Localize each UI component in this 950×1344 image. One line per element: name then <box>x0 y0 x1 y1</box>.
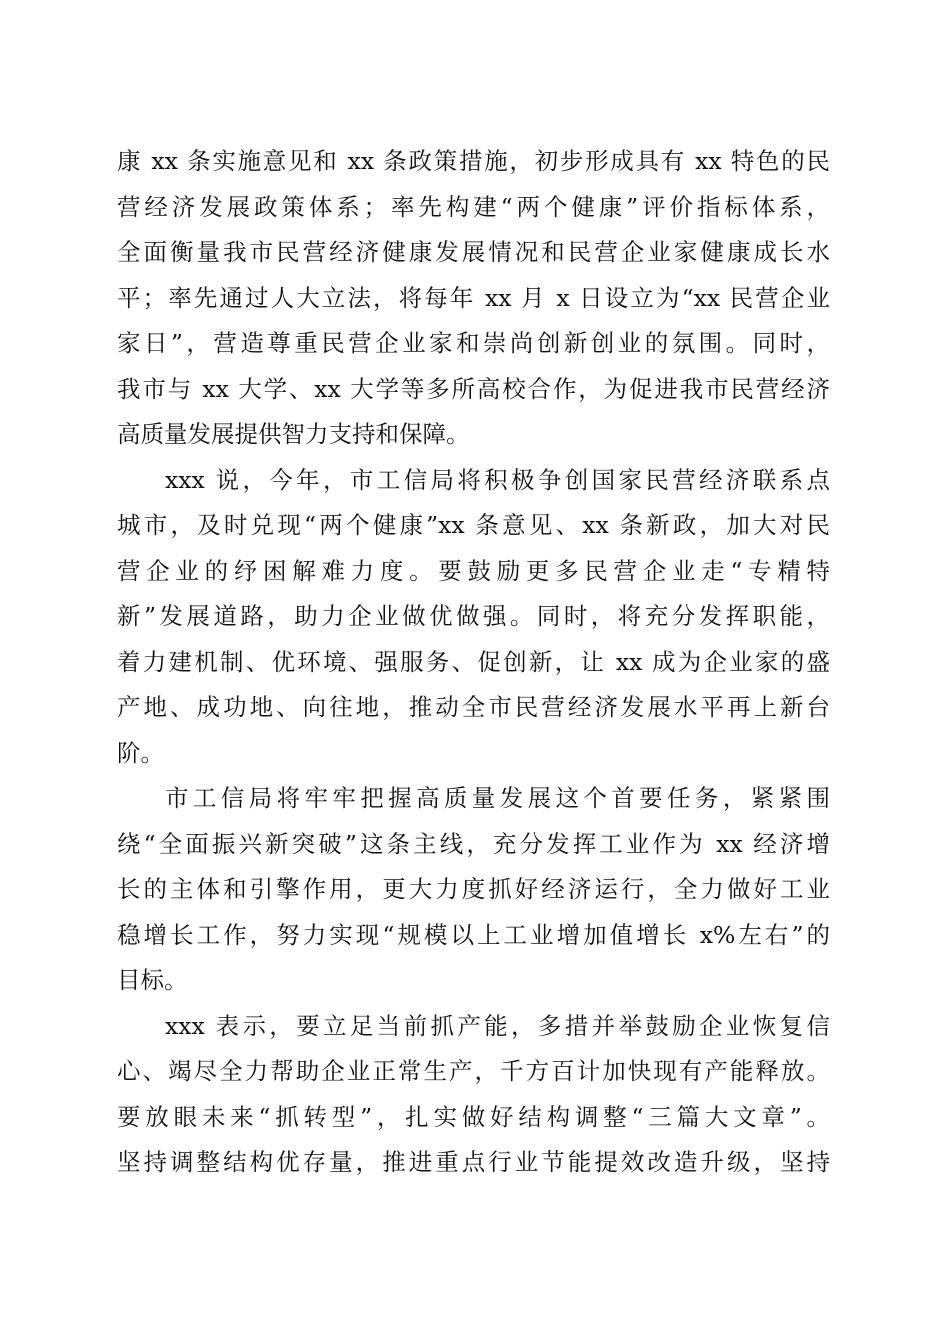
paragraph-line: 稳增长工作，努力实现“规模以上工业增加值增长 x%左右”的 <box>117 920 830 949</box>
paragraph-line: 阶。 <box>117 738 164 767</box>
paragraph-line: 高质量发展提供智力支持和保障。 <box>117 420 470 448</box>
paragraph-line: 我市与 xx 大学、xx 大学等多所高校合作，为促进我市民营经济 <box>117 374 830 403</box>
paragraph-line: 心、竭尽全力帮助企业正常生产，千方百计加快现有产能释放。 <box>117 1057 830 1085</box>
paragraph-line: 康 xx 条实施意见和 xx 条政策措施，初步形成具有 xx 特色的民 <box>117 147 830 175</box>
paragraph-line: 长的主体和引擎作用，更大力度抓好经济运行，全力做好工业 <box>117 875 830 903</box>
paragraph-line: 市工信局将牢牢把握高质量发展这个首要任务，紧紧围 <box>165 784 830 812</box>
paragraph-line: 绕“全面振兴新突破”这条主线，充分发挥工业作为 xx 经济增 <box>117 829 830 858</box>
paragraph-line: 全面衡量我市民营经济健康发展情况和民营企业家健康成长水 <box>117 238 830 266</box>
document-body <box>117 139 830 1186</box>
paragraph-line: 要放眼未来“抓转型”，扎实做好结构调整“三篇大文章”。 <box>117 1102 830 1131</box>
paragraph-1 <box>117 139 830 458</box>
paragraph-line: 平；率先通过人大立法，将每年 xx 月 x 日设立为“xx 民营企业 <box>117 283 830 312</box>
paragraph-line: xxx 说，今年，市工信局将积极争创国家民营经济联系点 <box>165 465 830 494</box>
paragraph-line: 营企业的纾困解难力度。要鼓励更多民营企业走“专精特 <box>117 556 830 585</box>
paragraph-line: 着力建机制、优环境、强服务、促创新，让 xx 成为企业家的盛 <box>117 647 830 676</box>
paragraph-line: 目标。 <box>117 966 188 994</box>
paragraph-line: 营经济发展政策体系；率先构建“两个健康”评价指标体系， <box>117 192 830 221</box>
paragraph-line: 城市，及时兑现“两个健康”xx 条意见、xx 条新政，加大对民 <box>117 511 830 539</box>
paragraph-3 <box>117 776 830 1004</box>
paragraph-line: 产地、成功地、向往地，推动全市民营经济发展水平再上新台 <box>117 693 830 721</box>
paragraph-4 <box>117 1004 830 1186</box>
paragraph-line: 新”发展道路，助力企业做优做强。同时，将充分发挥职能， <box>117 602 830 630</box>
paragraph-2 <box>117 458 830 777</box>
paragraph-line: xxx 表示，要立足当前抓产能，多措并举鼓励企业恢复信 <box>165 1011 830 1040</box>
paragraph-line: 家日”，营造尊重民营企业家和崇尚创新创业的氛围。同时， <box>117 329 830 357</box>
paragraph-line: 坚持调整结构优存量，推进重点行业节能提效改造升级，坚持 <box>117 1148 830 1176</box>
